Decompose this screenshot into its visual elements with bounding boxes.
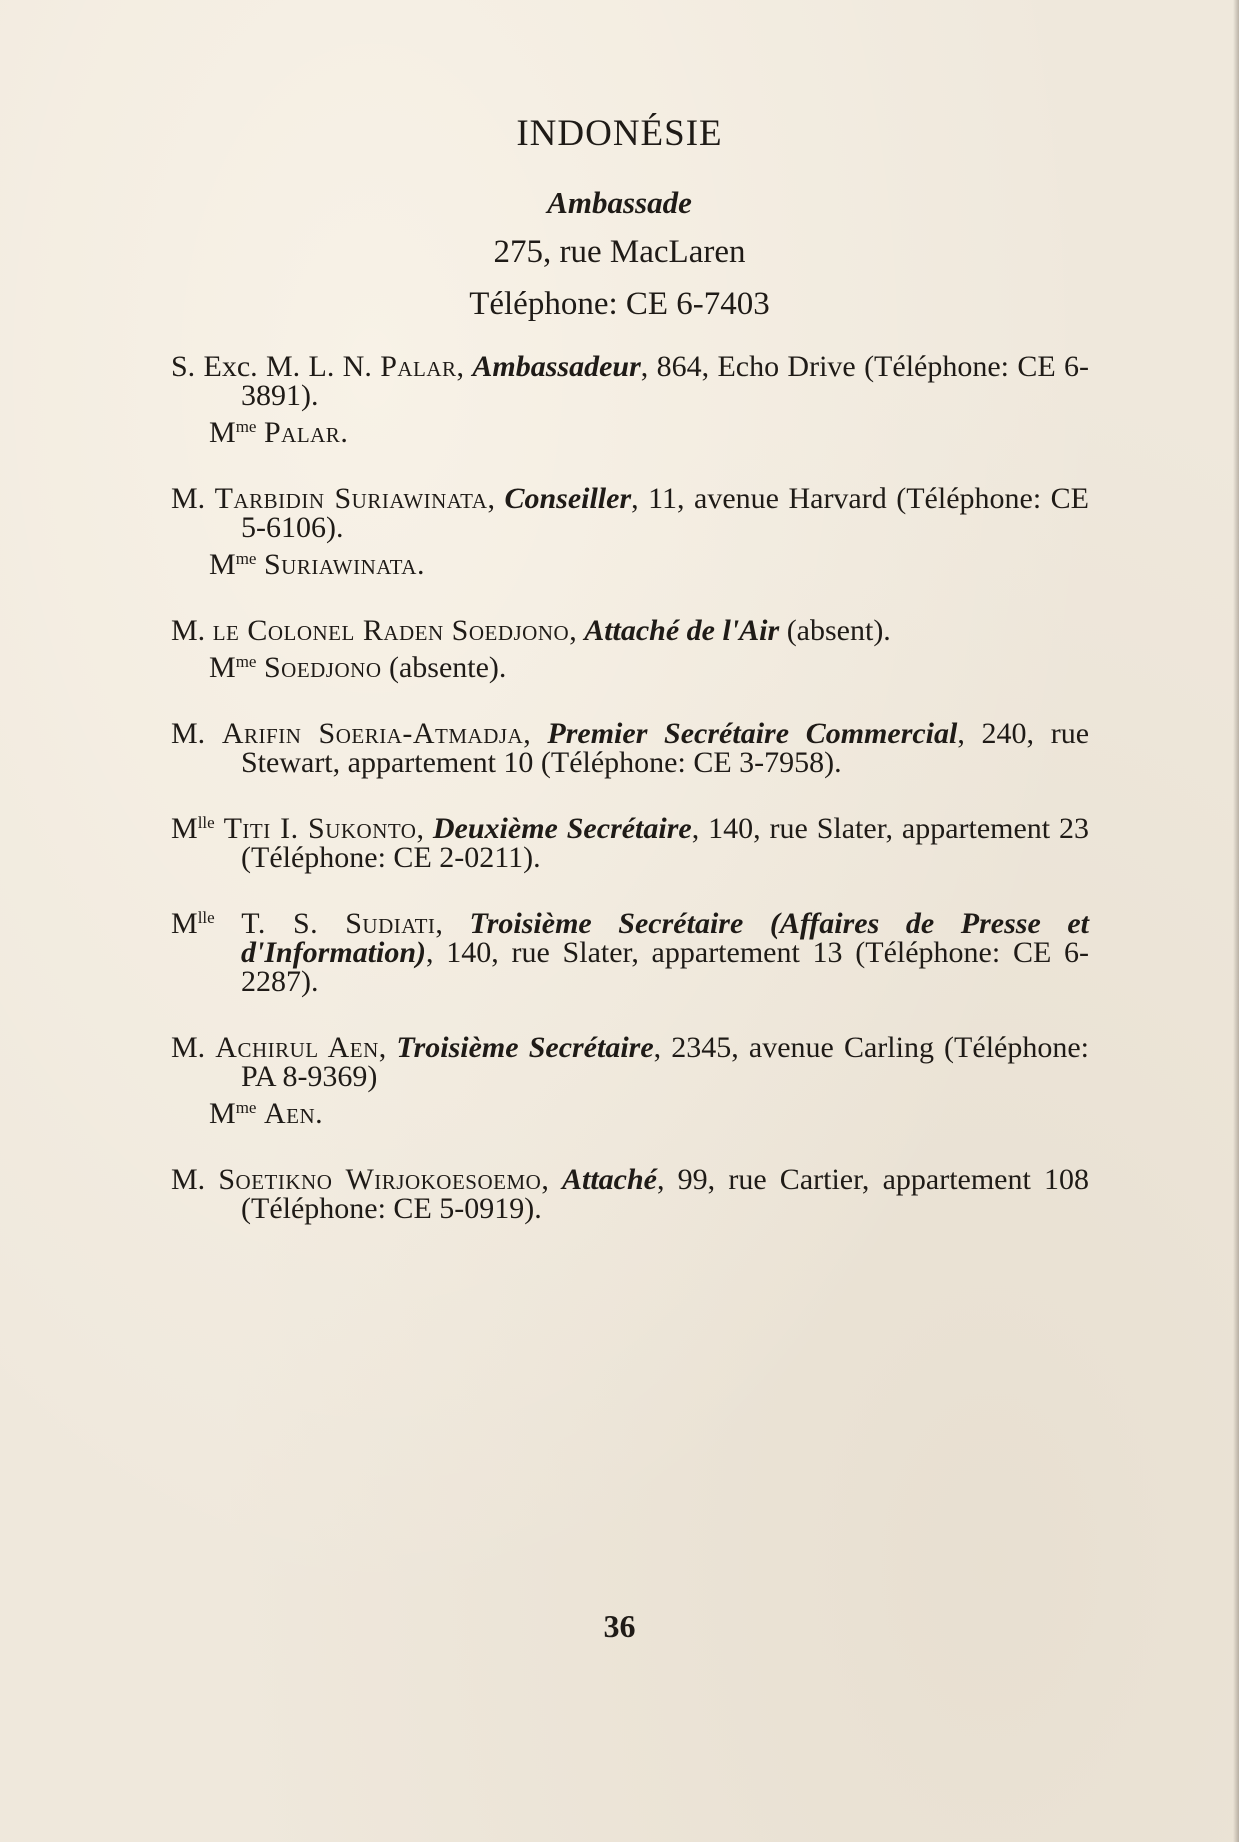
entry-honorific: S. Exc. M. L. N. [171,350,381,383]
entry-spouse [209,550,1089,579]
entry-title: Premier Secrétaire Commercial [547,717,958,750]
entry-details: 11, avenue Harvard (Téléphone: CE 5-6106). [241,482,1089,544]
spouse-prefix: M [209,1097,236,1130]
entry-name: T. S. Sudiati [241,907,436,940]
entry-title: Troisième Secrétaire (Affaires de Presse et d'Information) [241,907,1090,969]
mission-phone: Téléphone: CE 6-7403 [469,286,770,322]
spouse-suffix: . [416,548,425,581]
list-item [171,909,1089,996]
entry-honorific: M. [171,1031,216,1064]
entry-details: 140, rue Slater, appartement 13 (Téléphone: CE 6-2287). [241,936,1090,998]
page-number: 36 [603,1608,636,1644]
entry-title: Deuxième Secrétaire [432,812,692,845]
entry-text: M. Tarbidin Suriawinata, Conseiller, 11, avenue Harvard (Téléphone: CE 5-6106). [171,482,1089,544]
entry-spouse [209,418,1089,447]
entry-text: $M^{lle}$ Titi I. Sukonto, Deuxième Secrétaire, 140, rue Slater, appartement 23 (Téléphone: CE 2-0211). [171,812,1090,874]
entry-spouse [209,653,1089,682]
page-edge-shadow [1233,0,1239,1842]
entry-title: Conseiller [504,482,632,515]
entry-details: 99, rue Cartier, appartement 108 (Téléphone: CE 5-0919). [241,1163,1089,1225]
entry-details: 140, rue Slater, appartement 23 (Téléphone: CE 2-0211). [241,812,1090,874]
entry-spouse [209,1099,1089,1128]
spouse-suffix: . [340,416,348,449]
entry-name: Arifin Soeria-Atmadja [221,717,524,750]
entry-honorific-sup: lle [197,813,215,832]
entry-title: Attaché [561,1163,657,1196]
spouse-name: Suriawinata [263,548,417,581]
mission-type: Ambassade [547,185,692,220]
spouse-prefix-sup: me [235,1098,257,1117]
entry-name: Achirul Aen [215,1031,379,1064]
list-item [171,484,1089,579]
list-item [171,1165,1089,1223]
entry-name: Titi I. Sukonto [223,812,417,845]
entry-title: Attaché de l'Air [584,614,780,647]
spouse-name: Aen [263,1097,316,1130]
entry-honorific-sup: lle [197,908,215,927]
entry-text: S. Exc. M. L. N. Palar, Ambassadeur, 864, Echo Drive (Téléphone: CE 6-3891). [171,350,1090,412]
entry-text: M. le Colonel Raden Soedjono, Attaché de l'Air (absent). [171,614,891,647]
list-item [171,352,1089,447]
spouse-suffix: . [315,1097,323,1130]
list-item [171,616,1089,682]
entry-honorific: M. [171,482,215,515]
entry-honorific: M. [171,717,222,750]
mission-address: 275, rue MacLaren [493,234,746,270]
entry-text: M. Achirul Aen, Troisième Secrétaire, 2345, avenue Carling (Téléphone: PA 8-9369) [171,1031,1089,1093]
list-item [171,814,1089,872]
spouse-prefix: M [209,548,236,581]
spouse-name: Soedjono [263,651,382,684]
entry-honorific: M. [171,614,213,647]
entry-details: 864, Echo Drive (Téléphone: CE 6-3891). [241,350,1090,412]
entry-honorific: M [171,812,198,845]
spouse-suffix: (absente). [381,651,507,684]
entry-name: Tarbidin Suriawinata [214,482,488,515]
entry-name: Palar [380,350,457,383]
entry-name: le Colonel Raden Soedjono [212,614,570,647]
entry-details: 240, rue Stewart, appartement 10 (Téléphone: CE 3-7958). [241,717,1090,779]
entry-details: 2345, avenue Carling (Téléphone: PA 8-9369) [241,1031,1089,1093]
personnel-list [171,352,1089,1260]
entry-text: $M^{lle}$ T. S. Sudiati, Troisième Secrétaire (Affaires de Presse et d'Information), 140, rue Slater, appartement 13 (Téléphone: CE 6-2287). [171,907,1090,998]
spouse-prefix: M [209,416,236,449]
entry-honorific: M. [171,1163,219,1196]
spouse-prefix: M [209,651,236,684]
entry-honorific: M [171,907,198,940]
list-item [171,1033,1089,1128]
country-heading: INDONÉSIE [516,113,723,154]
entry-name: Soetikno Wirjokoesoemo [218,1163,542,1196]
entry-title: Troisième Secrétaire [396,1031,654,1064]
entry-text: M. Arifin Soeria-Atmadja, Premier Secrétaire Commercial, 240, rue Stewart, appartement 10 (Téléphone: CE 3-7958). [171,717,1090,779]
entry-text: M. Soetikno Wirjokoesoemo, Attaché, 99, rue Cartier, appartement 108 (Téléphone: CE 5-0919). [171,1163,1089,1225]
spouse-name: Palar [263,416,341,449]
list-item [171,719,1089,777]
spouse-prefix-sup: me [235,417,257,436]
entry-details: (absent). [786,614,891,647]
spouse-prefix-sup: me [235,549,257,568]
entry-title: Ambassadeur [472,350,641,383]
spouse-prefix-sup: me [235,652,257,671]
